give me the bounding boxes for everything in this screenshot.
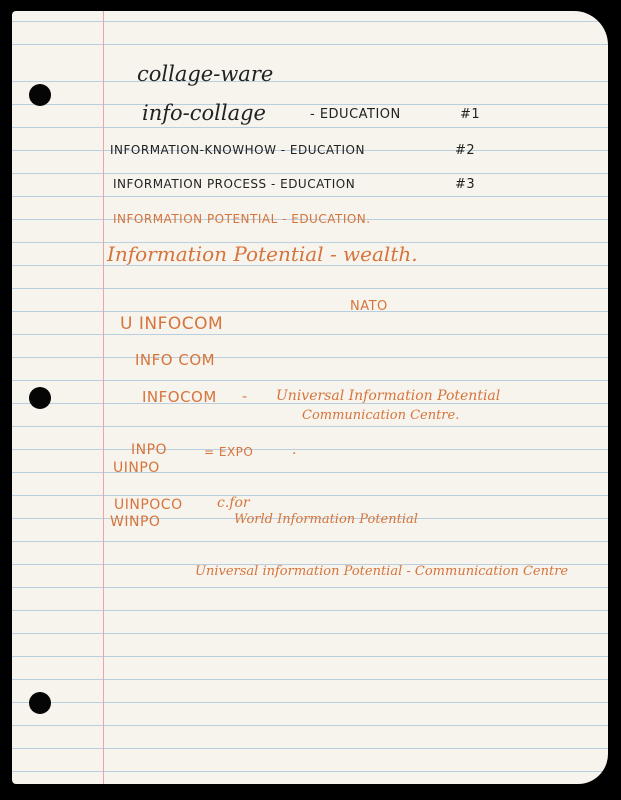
note-infocom-description-2: Communication Centre. [302, 408, 460, 423]
punch-hole-bottom [29, 692, 51, 714]
note-universal-information-potential-communication-centre: Universal information Potential - Communication Centre [195, 564, 569, 579]
note-c-for: c.for [217, 495, 250, 511]
notebook-page [12, 11, 608, 784]
note-expo-dot: . [292, 442, 297, 458]
note-info-collage-education: - EDUCATION [310, 107, 401, 122]
note-info-collage: info-collage [142, 101, 266, 125]
note-u-infocom: U INFOCOM [120, 314, 224, 334]
note-number-2: #2 [455, 143, 476, 158]
note-information-process: INFORMATION PROCESS - EDUCATION [113, 177, 356, 191]
note-world-information-potential: World Information Potential [234, 512, 418, 527]
note-infocom: INFOCOM [142, 388, 217, 406]
note-information-potential-education: INFORMATION POTENTIAL - EDUCATION. [113, 212, 371, 226]
note-uinpo: UINPO [113, 460, 160, 476]
note-information-potential-wealth: Information Potential - wealth. [107, 242, 418, 266]
note-number-3: #3 [455, 177, 476, 192]
note-infocom-description-1: Universal Information Potential [276, 388, 501, 404]
note-infocom-dash: - [242, 387, 248, 405]
note-collage-ware: collage-ware [137, 62, 274, 86]
note-uinpoco: UINPOCO [114, 497, 183, 513]
note-info-com: INFO COM [135, 351, 216, 369]
note-inpo: INPO [131, 442, 168, 458]
punch-hole-middle [29, 387, 51, 409]
note-nato: NATO [350, 299, 388, 314]
note-expo: = EXPO [204, 445, 254, 459]
margin-line [103, 11, 104, 784]
note-winpo: WINPO [110, 514, 161, 530]
note-information-knowhow: INFORMATION-KNOWHOW - EDUCATION [110, 143, 365, 157]
punch-hole-top [29, 84, 51, 106]
note-number-1: #1 [460, 107, 481, 122]
